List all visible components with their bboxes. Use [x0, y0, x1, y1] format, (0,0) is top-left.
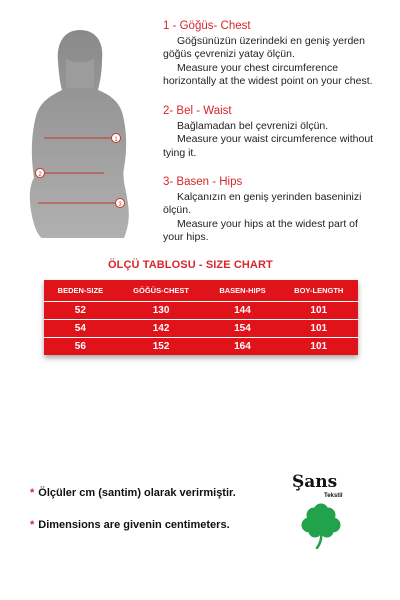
instruction-line: göğüs çevrenizi yatay ölçün. — [163, 48, 295, 60]
instruction-line: horizontally at the widest point on your chest. — [163, 75, 373, 87]
instruction-line: Measure your chest circumference — [177, 61, 339, 74]
header-size: BEDEN-SIZE — [57, 286, 104, 295]
clover-icon — [300, 503, 342, 549]
cell-length: 101 — [279, 302, 358, 320]
instruction-line: your hips. — [163, 231, 209, 243]
brand-logo-name: Şans — [292, 472, 338, 492]
instruction-line: Measure your hips at the widest part of — [177, 217, 358, 230]
marker-hips — [116, 199, 125, 209]
instruction-line: Göğsünüzün üzerindeki en geniş yerden — [177, 34, 365, 47]
cell-hips: 164 — [205, 338, 279, 356]
cell-hips: 144 — [205, 302, 279, 320]
cell-size: 56 — [44, 338, 117, 356]
cell-hips: 154 — [205, 320, 279, 338]
body-silhouette — [20, 28, 140, 238]
svg-text:2: 2 — [38, 172, 42, 178]
note-text: Dimensions are givenin centimeters. — [38, 519, 230, 531]
table-header-row — [44, 280, 358, 302]
note-text: Ölçüler cm (santim) olarak verirmiştir. — [38, 487, 236, 499]
waist-title: 2- Bel - Waist — [163, 105, 232, 117]
instruction-line: Kalçanızın en geniş yerinden baseninizi — [177, 190, 362, 203]
table-row — [44, 338, 358, 356]
instruction-line: Measure your waist circumference without — [177, 133, 374, 145]
cell-chest: 142 — [117, 320, 206, 338]
note-star: * — [30, 487, 35, 499]
brand-logo-sub: Tekstil — [324, 493, 343, 499]
instruction-line: Bağlamadan bel çevrenizi ölçün. — [177, 119, 329, 132]
chest-title: 1 - Göğüs- Chest — [163, 20, 251, 32]
cell-size: 54 — [44, 320, 117, 338]
cell-size: 52 — [44, 302, 117, 320]
table-row — [44, 320, 358, 338]
waist-instructions — [163, 105, 373, 160]
size-chart-title: ÖLÇÜ TABLOSU - SIZE CHART — [108, 259, 273, 271]
chest-instructions — [163, 20, 373, 89]
header-length: BOY-LENGTH — [294, 286, 344, 295]
instruction-line: tying it. — [163, 146, 197, 159]
hips-instructions — [163, 176, 361, 245]
note-turkish — [30, 487, 236, 499]
instruction-line: ölçün. — [163, 204, 192, 216]
note-english — [30, 519, 230, 531]
svg-text:3: 3 — [118, 202, 122, 208]
cell-chest: 152 — [117, 338, 206, 356]
marker-waist — [36, 169, 45, 179]
table-row — [44, 302, 358, 320]
cell-length: 101 — [279, 338, 358, 356]
header-chest: GÖĞÜS-CHEST — [133, 286, 190, 295]
hips-title: 3- Basen - Hips — [163, 176, 243, 188]
svg-text:1: 1 — [114, 137, 118, 143]
marker-chest — [112, 134, 121, 144]
note-star: * — [30, 519, 35, 531]
cell-chest: 130 — [117, 302, 206, 320]
size-table — [44, 280, 358, 355]
header-hips: BASEN-HIPS — [219, 286, 266, 295]
cell-length: 101 — [279, 320, 358, 338]
